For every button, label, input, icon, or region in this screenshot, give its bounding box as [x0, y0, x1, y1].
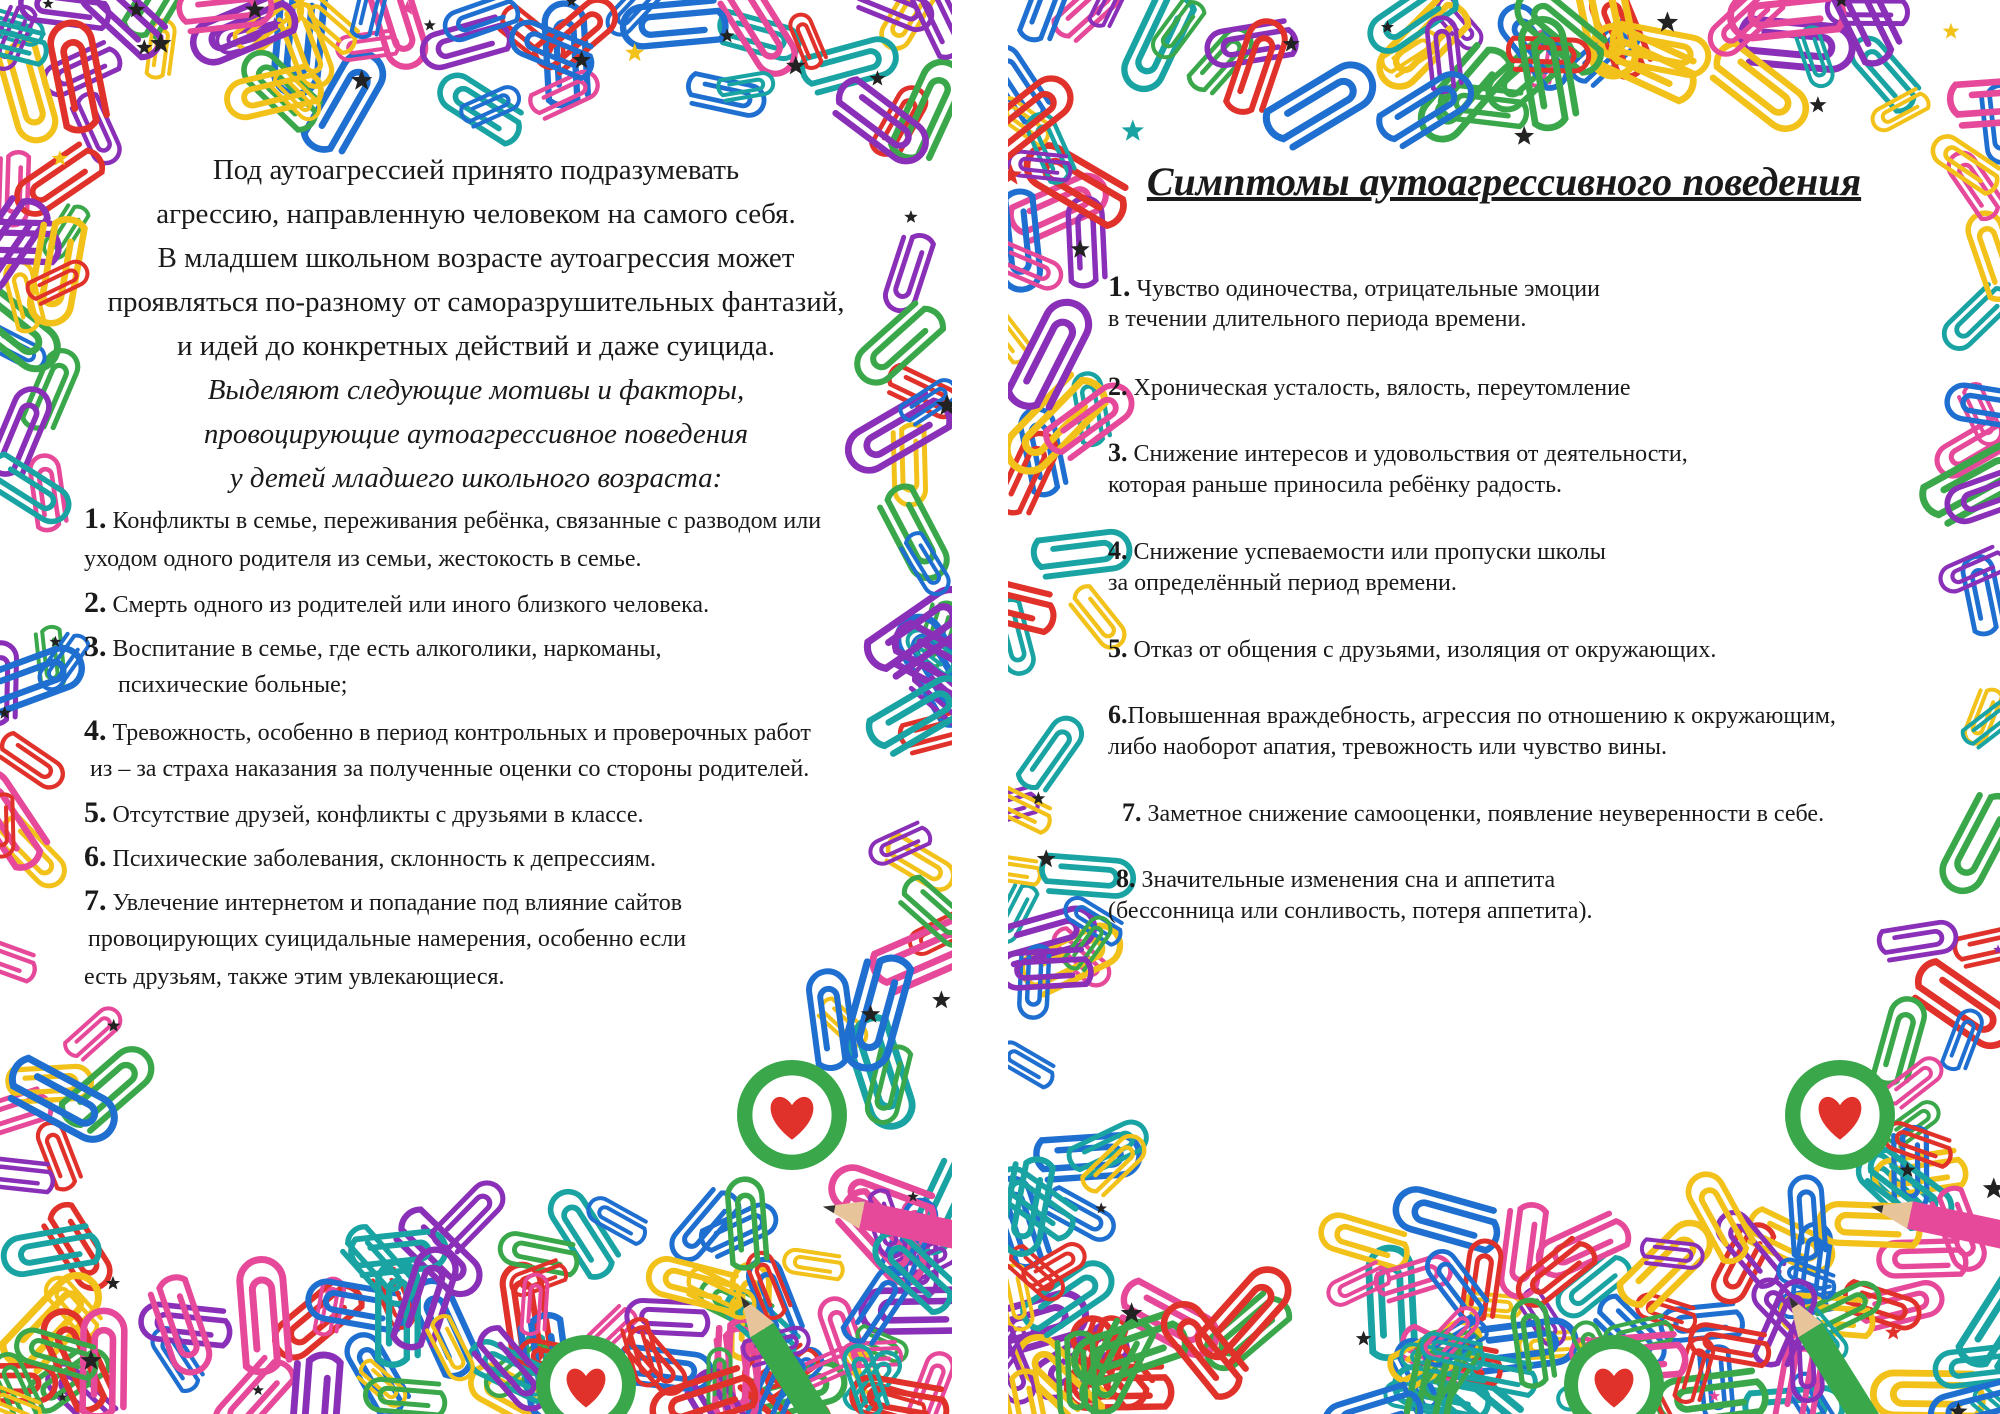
factor-number: 6. — [84, 840, 107, 873]
symptom-text: Повышенная враждебность, агрессия по отношению к окружающим, — [1127, 703, 1836, 729]
page-gutter — [952, 0, 1008, 1414]
symptom-number: 4. — [1108, 536, 1128, 565]
symptom-text: Отказ от общения с друзьями, изоляция от окружающих. — [1133, 637, 1717, 663]
factor-item-3 — [84, 630, 661, 664]
factor-text: Тревожность, особенно в период контрольных и проверочных работ — [112, 720, 811, 746]
symptom-item-8 — [1116, 864, 1555, 894]
factors-heading-line: Выделяют следующие мотивы и факторы, — [207, 374, 745, 406]
symptom-text: Заметное снижение самооценки, появление неуверенности в себе. — [1147, 801, 1825, 827]
factor-text-cont: психические больные; — [118, 672, 348, 698]
factor-number: 7. — [84, 884, 107, 917]
factor-text: Отсутствие друзей, конфликты с друзьями в классе. — [112, 802, 644, 828]
factor-item-6 — [84, 840, 656, 874]
factor-number: 3. — [84, 630, 107, 663]
factor-item-4 — [84, 714, 811, 748]
symptom-text-cont: либо наоборот апатия, тревожность или чувство вины. — [1108, 734, 1667, 760]
symptom-number: 1. — [1108, 270, 1131, 303]
symptom-item-7 — [1122, 798, 1824, 828]
intro-line: агрессию, направленную человеком на самого себя. — [156, 198, 796, 230]
intro-line: проявляться по-разному от саморазрушительных фантазий, — [107, 286, 845, 318]
symptom-text-cont: в течении длительного периода времени. — [1108, 306, 1527, 332]
symptom-text: Значительные изменения сна и аппетита — [1141, 867, 1556, 893]
factor-number: 2. — [84, 586, 107, 619]
symptom-number: 8. — [1116, 864, 1136, 893]
symptom-text-cont: которая раньше приносила ребёнку радость. — [1108, 472, 1563, 498]
symptom-number: 2. — [1108, 372, 1128, 401]
factor-text: Смерть одного из родителей или иного близкого человека. — [112, 592, 710, 618]
symptom-item-2 — [1108, 372, 1631, 402]
factor-text-cont: есть друзьям, также этим увлекающиеся. — [84, 964, 505, 990]
symptom-text-cont: за определённый период времени. — [1108, 570, 1457, 596]
symptom-text-cont: (бессонница или сонливость, потеря аппетита). — [1108, 898, 1593, 924]
symptom-item-5 — [1108, 634, 1716, 664]
symptom-item-4 — [1108, 536, 1606, 566]
factor-text-cont: провоцирующих суицидальные намерения, особенно если — [88, 926, 687, 952]
symptom-number: 3. — [1108, 438, 1128, 467]
factor-item-2 — [84, 586, 709, 620]
symptom-number: 5. — [1108, 634, 1128, 663]
symptoms-title: Симптомы аутоагрессивного поведения — [1146, 159, 1862, 204]
factor-text: Психические заболевания, склонность к депрессиям. — [112, 846, 657, 872]
factors-heading-line: провоцирующие аутоагрессивное поведения — [203, 418, 749, 450]
intro-line: и идей до конкретных действий и даже суицида. — [177, 330, 775, 362]
factor-item-7 — [84, 884, 682, 918]
factor-number: 4. — [84, 714, 107, 747]
intro-line: В младшем школьном возрасте аутоагрессия может — [157, 242, 795, 274]
symptom-text: Хроническая усталость, вялость, переутомление — [1133, 375, 1631, 401]
symptom-text: Снижение успеваемости или пропуски школы — [1133, 539, 1606, 565]
factor-item-5 — [84, 796, 644, 830]
factor-text-cont: из – за страха наказания за полученные оценки со стороны родителей. — [90, 756, 810, 782]
symptom-text: Чувство одиночества, отрицательные эмоции — [1136, 276, 1600, 302]
factor-text: Увлечение интернетом и попадание под влияние сайтов — [112, 890, 683, 916]
symptom-text: Снижение интересов и удовольствия от деятельности, — [1133, 441, 1688, 467]
factors-heading-line: у детей младшего школьного возраста: — [229, 462, 723, 494]
factor-text: Воспитание в семье, где есть алкоголики, наркоманы, — [112, 636, 662, 662]
intro-line: Под аутоагрессией принято подразумевать — [212, 154, 740, 186]
factor-number: 5. — [84, 796, 107, 829]
symptom-item-3 — [1108, 438, 1688, 468]
factor-text-cont: уходом одного родителя из семьи, жестокость в семье. — [84, 546, 642, 572]
factor-text: Конфликты в семье, переживания ребёнка, связанные с разводом или — [112, 508, 822, 534]
symptom-number: 7. — [1122, 798, 1142, 827]
factor-number: 1. — [84, 502, 107, 535]
right-page — [1008, 0, 2000, 1414]
symptom-number: 6. — [1108, 700, 1128, 729]
symptom-item-1 — [1108, 270, 1600, 304]
symptom-item-6 — [1108, 700, 1836, 730]
factor-item-1 — [84, 502, 821, 536]
left-page — [0, 0, 952, 1414]
